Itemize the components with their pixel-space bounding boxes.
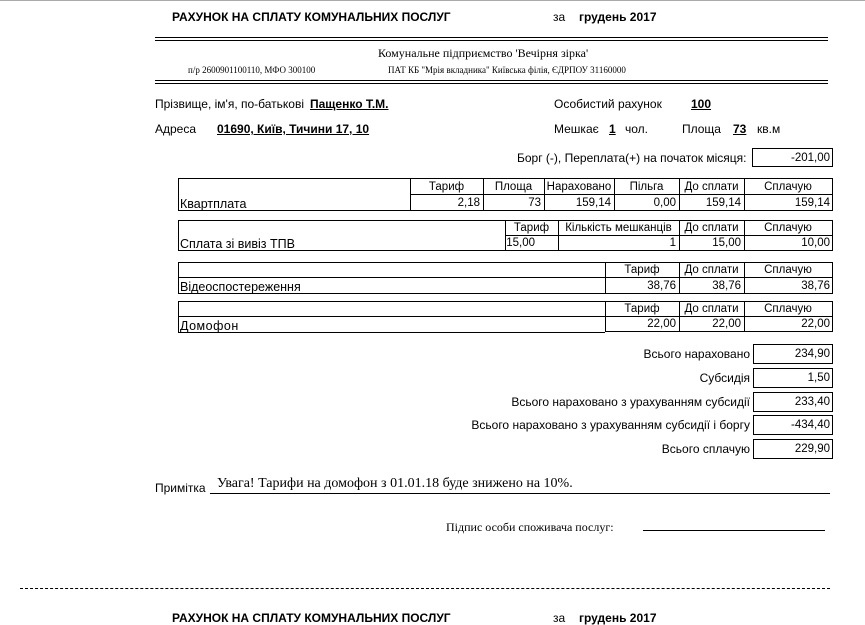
- domofon-due: 22,00: [712, 318, 741, 330]
- kvartplata-due: 159,14: [705, 197, 741, 209]
- video-header-tariff: Тариф: [624, 264, 660, 276]
- total-paying-value: 229,90: [753, 439, 833, 459]
- video-tariff: 38,76: [647, 280, 676, 292]
- debt-label: Борг (-), Переплата(+) на початок місяця:: [517, 151, 747, 165]
- company-account: п/р 2600901100110, МФО 300100: [188, 65, 316, 75]
- domofon-header-paying: Сплачую: [764, 303, 812, 315]
- header-double-line-1: [155, 37, 828, 38]
- kvartplata-tariff: 2,18: [457, 197, 480, 209]
- tpv-residents: 1: [669, 237, 676, 249]
- subsidy-label: Субсидія: [699, 371, 750, 385]
- debt-value: -201,00: [752, 148, 833, 167]
- total-with-subsidy-debt-label: Всього нараховано з урахуванням субсидії і боргу: [471, 418, 750, 432]
- total-charged-label: Всього нараховано: [643, 347, 750, 361]
- total-with-subsidy-debt-value: -434,40: [753, 415, 833, 435]
- domofon-paying: 22,00: [801, 318, 830, 330]
- address-label: Адреса: [155, 122, 197, 136]
- account-label: Особистий рахунок: [554, 97, 662, 111]
- kvartplata-benefit: 0,00: [653, 197, 676, 209]
- signature-label: Підпис особи споживача послуг:: [446, 520, 614, 534]
- account-number: 100: [691, 97, 712, 111]
- kvartplata-header-area: Площа: [494, 181, 533, 193]
- tpv-header-residents: Кількість мешканців: [565, 222, 672, 234]
- signature-line: [643, 530, 825, 531]
- period-prefix: за: [553, 10, 566, 24]
- area-label: Площа: [682, 122, 721, 136]
- domofon-header-tariff: Тариф: [624, 303, 660, 315]
- kvartplata-charged: 159,14: [575, 197, 611, 209]
- area-unit: кв.м: [757, 122, 781, 136]
- kvartplata-header-paying: Сплачую: [764, 181, 812, 193]
- payer-name-label: Прізвище, ім'я, по-батькові: [155, 97, 305, 111]
- total-with-subsidy-value: 233,40: [753, 392, 833, 412]
- note-text: Увага! Тарифи на домофон з 01.01.18 буде знижено на 10%.: [217, 476, 573, 491]
- video-header-due: До сплати: [684, 264, 739, 276]
- domofon-tariff: 22,00: [647, 318, 676, 330]
- subsidy-value: 1,50: [753, 368, 833, 388]
- next-period-prefix: за: [553, 611, 566, 625]
- tpv-name: Сплата зі вивіз ТПВ: [180, 237, 295, 251]
- residents-label: Мешкає: [554, 122, 599, 136]
- tpv-due: 15,00: [712, 237, 741, 249]
- domofon-header-due: До сплати: [684, 303, 739, 315]
- tpv-header-paying: Сплачую: [764, 222, 812, 234]
- total-charged-value: 234,90: [753, 344, 833, 364]
- next-invoice-title: РАХУНОК НА СПЛАТУ КОМУНАЛЬНИХ ПОСЛУГ: [172, 611, 451, 625]
- kvartplata-header-due: До сплати: [684, 181, 739, 193]
- kvartplata-header-tariff: Тариф: [428, 181, 465, 193]
- total-with-subsidy-label: Всього нараховано з урахуванням субсидії: [511, 395, 750, 409]
- header-double-line-2: [155, 40, 828, 41]
- kvartplata-name: Квартплата: [180, 197, 247, 211]
- address-value: 01690, Київ, Тичини 17, 10: [217, 122, 370, 136]
- invoice-title: РАХУНОК НА СПЛАТУ КОМУНАЛЬНИХ ПОСЛУГ: [172, 10, 451, 24]
- note-label: Примітка: [155, 481, 206, 495]
- residents-value: 1: [609, 122, 616, 136]
- tpv-paying: 10,00: [801, 237, 830, 249]
- company-name: Комунальне підприємство 'Вечірня зірка': [378, 46, 589, 60]
- video-header-paying: Сплачую: [764, 264, 812, 276]
- domofon-name: Домофон: [180, 319, 239, 333]
- top-border: [0, 0, 865, 1]
- tpv-header-due: До сплати: [684, 222, 739, 234]
- kvartplata-area: 73: [528, 197, 541, 209]
- video-paying: 38,76: [801, 280, 830, 292]
- tpv-tariff: 15,00: [506, 237, 535, 249]
- kvartplata-paying: 159,14: [794, 197, 830, 209]
- company-double-line-1: [155, 80, 828, 81]
- kvartplata-header-benefit: Пільга: [629, 181, 664, 193]
- area-value: 73: [733, 122, 747, 136]
- video-due: 38,76: [712, 280, 741, 292]
- residents-unit: чол.: [625, 122, 648, 136]
- video-name: Відеоспостереження: [180, 280, 301, 294]
- company-double-line-2: [155, 83, 828, 84]
- company-bank: ПАТ КБ "Мрія вкладника" Київська філія, ЄДРПОУ 31160000: [388, 65, 626, 75]
- note-underline: [210, 493, 830, 494]
- kvartplata-header-charged: Нараховано: [546, 181, 612, 193]
- payer-name: Пащенко Т.М.: [310, 97, 389, 111]
- tpv-header-tariff: Тариф: [513, 222, 550, 234]
- invoice-period: грудень 2017: [579, 10, 657, 24]
- cut-line: [20, 588, 830, 589]
- next-invoice-period: грудень 2017: [579, 611, 657, 625]
- total-paying-label: Всього сплачую: [661, 442, 750, 456]
